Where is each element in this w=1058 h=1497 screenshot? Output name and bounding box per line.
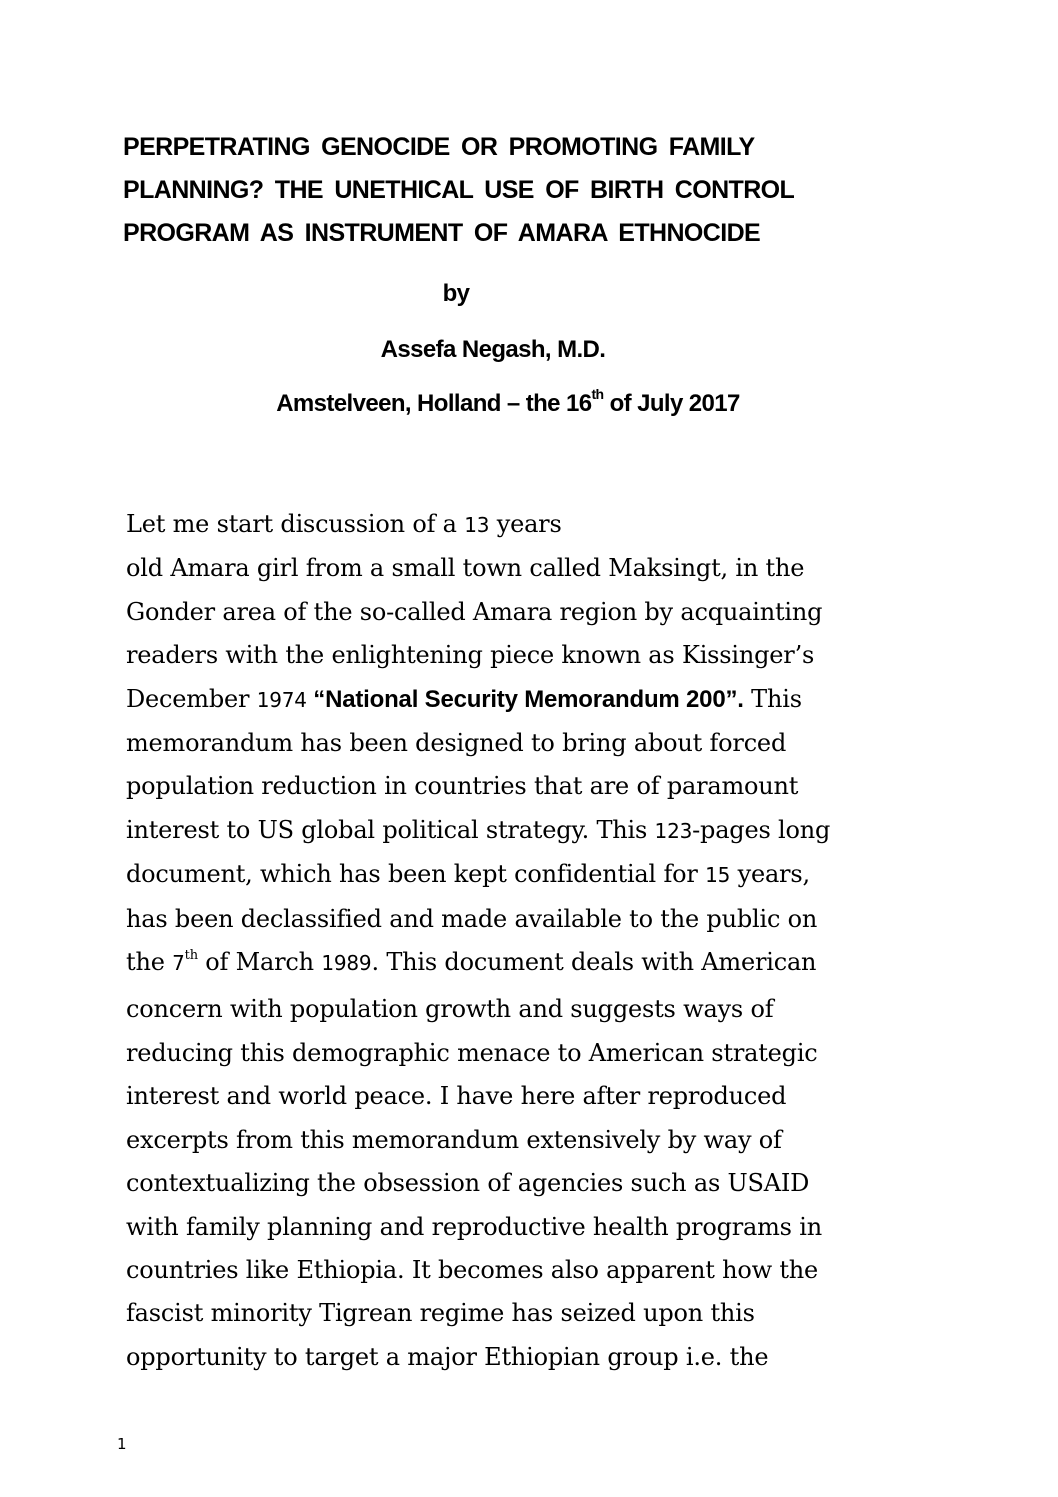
text-run: document, which has been kept confidential for [126, 860, 706, 889]
body-line: excerpts from this memorandum extensively by way of [126, 1125, 782, 1154]
place-date-prefix: Amstelveen, Holland – the 16 [276, 390, 592, 417]
body-line [126, 941, 926, 988]
place-date-suffix: of July 2017 [603, 390, 740, 417]
body-line: interest and world peace. I have here after reproduced [126, 1082, 787, 1111]
body-line [126, 678, 926, 722]
number-run: 123 [654, 818, 693, 843]
text-run: -pages long [692, 815, 831, 844]
body-line: reducing this demographic menace to American strategic [126, 1038, 818, 1067]
place-date [0, 386, 1016, 418]
number-run: 1989 [321, 951, 372, 976]
text-run: the [126, 948, 173, 977]
ordinal-suffix: th [184, 948, 198, 964]
body-line: opportunity to target a major Ethiopian group i.e. the [126, 1342, 769, 1371]
by-label: by [442, 280, 470, 307]
text-run: This [743, 684, 802, 713]
body-line: Gonder area of the so-called Amara region by acquainting [126, 597, 823, 626]
body-paragraph [126, 503, 926, 1379]
author-name: Assefa Negash, M.D. [380, 336, 606, 363]
text-run: Let me start discussion of a [126, 510, 465, 538]
page-number: 1 [117, 1435, 127, 1453]
title-line-1: PERPETRATING GENOCIDE OR PROMOTING FAMILY [123, 133, 755, 161]
body-line: readers with the enlightening piece known as Kissinger’s [126, 641, 815, 670]
body-line: countries like Ethiopia. It becomes also apparent how the [126, 1255, 819, 1284]
title-line-3: PROGRAM AS INSTRUMENT OF AMARA ETHNOCIDE [123, 219, 761, 247]
body-line: fascist minority Tigrean regime has seized upon this [126, 1299, 755, 1328]
body-line: old Amara girl from a small town called Maksingt, in the [126, 554, 805, 583]
memorandum-title: “National Security Memorandum 200”. [306, 685, 744, 713]
text-run: interest to US global political strategy. This [126, 815, 655, 844]
body-line [126, 503, 926, 547]
number-run: 15 [705, 863, 731, 888]
body-line: contextualizing the obsession of agencies such as USAID [126, 1169, 810, 1198]
text-run: years, [730, 860, 810, 889]
text-run: years [489, 510, 562, 538]
document-title [123, 126, 923, 255]
body-line: memorandum has been designed to bring about forced [126, 729, 787, 758]
body-line [126, 809, 926, 853]
body-line: with family planning and reproductive health programs in [126, 1212, 822, 1241]
text-run: of March [197, 948, 322, 977]
text-run: December [126, 684, 257, 713]
text-run: . This document deals with American [371, 948, 817, 977]
body-line: has been declassified and made available to the public on [126, 904, 818, 933]
place-date-ordinal: th [591, 386, 604, 402]
number-run: 7 [172, 951, 185, 976]
title-line-2: PLANNING? THE UNETHICAL USE OF BIRTH CONTROL [123, 176, 795, 204]
body-line [126, 853, 926, 897]
body-line: population reduction in countries that are of paramount [126, 772, 799, 801]
body-line: concern with population growth and suggests ways of [126, 995, 774, 1024]
number-run: 13 [464, 513, 490, 537]
number-run: 1974 [256, 687, 307, 712]
